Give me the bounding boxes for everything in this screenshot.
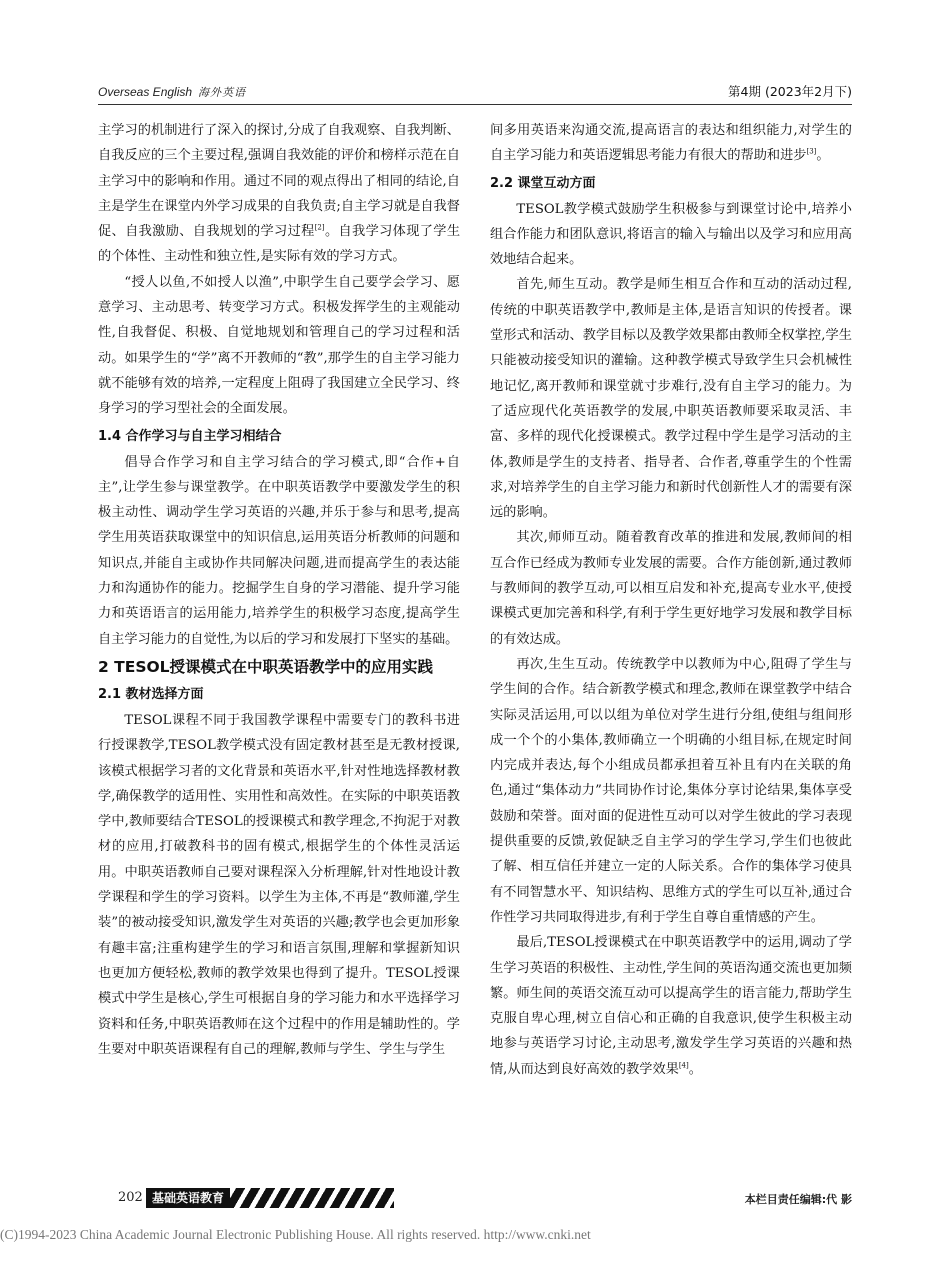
paragraph: “授人以鱼,不如授人以渔”,中职学生自己要学会学习、愿意学习、主动思考、转变学习方式。积极发挥学生的主观能动性,自我督促、积极、自觉地规划和管理自己的学习过程和活动。如果学生的“学”离不开教师的“教”,那学生的自主学习能力就不能够有效的培养,一定程度上阻碍了我国建立全民学习、终身学习的学习型社会的全面发展。: [98, 274, 460, 417]
journal-name-en: Overseas English: [98, 85, 193, 99]
paragraph: 倡导合作学习和自主学习结合的学习模式,即“合作+自主”,让学生参与课堂教学。在中职英语教学中要激发学生的积极主动性、调动学生学习英语的兴趣,并乐于参与和思考,提高学生用英语获取课堂中的知识信息,运用英语分析教师的问题和知识点,并能自主或协作共同解决问题,进而提高学生的表达能力和沟通协作的能力。挖掘学生自身的学习潜能、提升学习能力和英语语言的运用能力,培养学生的积极学习态度,提高学生自主学习能力的自觉性,为以后的学习和发展打下坚实的基础。: [98, 454, 460, 647]
paragraph: 再次,生生互动。传统教学中以教师为中心,阻碍了学生与学生间的合作。结合新教学模式和理念,教师在课堂教学中结合实际灵活运用,可以以组为单位对学生进行分组,使组与组间形成一个个的小集体,教师确立一个明确的小组目标,在规定时间内完成并表达,每个小组成员都承担着互补且有内在关联的角色,通过“集体动力”共同协作讨论,集体分享讨论结果,集体享受鼓励和荣誉。面对面的促进性互动可以对学生彼此的学习表现提供重要的反馈,敦促缺乏自主学习的学生学习,学生们也彼此了解、相互信任并建立一定的人际关系。合作的集体学习使具有不同智慧水平、知识结构、思维方式的学生可以互补,通过合作性学习共同取得进步,有利于学生自尊自重情感的产生。: [490, 656, 852, 925]
left-column: [98, 118, 460, 1062]
footer-stripe-band: [146, 1188, 394, 1208]
journal-badge: 基础英语教育: [146, 1188, 230, 1208]
running-header: [98, 80, 852, 102]
header-rule: [98, 104, 852, 105]
copyright-notice: (C)1994-2023 China Academic Journal Electronic Publishing House. All rights reserved. http://www.cnki.net: [0, 1227, 591, 1242]
column-editor: 本栏目责任编辑:代 影: [744, 1193, 852, 1206]
section-heading-2-1: 2.1 教材选择方面: [98, 686, 204, 702]
section-heading-1-4: 1.4 合作学习与自主学习相结合: [98, 428, 282, 444]
paragraph: 间多用英语来沟通交流,提高语言的表达和组织能力,对学生的自主学习能力和英语逻辑思考能力有很大的帮助和进步[3]。: [490, 123, 852, 164]
paragraph: 主学习的机制进行了深入的探讨,分成了自我观察、自我判断、自我反应的三个主要过程,强调自我效能的评价和榜样示范在自主学习中的影响和作用。通过不同的观点得出了相同的结论,自主是学生在课堂内外学习成果的自我负责;自主学习就是自我督促、自我激励、自我规划的学习过程[2]。自我学习体现了学生的个体性、主动性和独立性,是实际有效的学习方式。: [98, 123, 461, 265]
right-column: [490, 118, 852, 1082]
journal-name: [98, 84, 246, 100]
citation[interactable]: [4]: [678, 1061, 689, 1070]
citation[interactable]: [3]: [806, 147, 817, 156]
paragraph: 其次,师师互动。随着教育改革的推进和发展,教师间的相互合作已经成为教师专业发展的需要。合作方能创新,通过教师与教师间的教学互动,可以相互启发和补充,提高专业水平,使授课模式更加完善和科学,有利于学生更好地学习发展和教学目标的有效达成。: [490, 530, 852, 647]
page-number: 202: [118, 1190, 143, 1205]
section-heading-2-2: 2.2 课堂互动方面: [490, 175, 596, 191]
paragraph: TESOL课程不同于我国教学课程中需要专门的教科书进行授课教学,TESOL教学模式没有固定教材甚至是无教材授课,该模式根据学习者的文化背景和英语水平,针对性地选择教材教学,确保教学的适用性、实用性和高效性。在实际的中职英语教学中,教师要结合TESOL的授课模式和教学理念,不拘泥于对教材的应用,打破教科书的固有模式,根据学生的个体性灵活运用。中职英语教师自己要对课程深入分析理解,针对性地设计教学课程和学生的学习资料。以学生为主体,不再是“教师灌,学生装”的被动接受知识,激发学生对英语的兴趣;教学也会更加形象有趣丰富;注重构建学生的学习和语言氛围,理解和掌握新知识也更加方便轻松,教师的教学效果也得到了提升。TESOL授课模式中学生是核心,学生可根据自身的学习能力和水平选择学习资料和任务,中职英语教师在这个过程中的作用是辅助性的。学生要对中职英语课程有自己的理解,教师与学生、学生与学生: [98, 712, 460, 1057]
section-heading-2: 2 TESOL授课模式在中职英语教学中的应用实践: [98, 657, 434, 676]
issue-info: 第4期 (2023年2月下): [728, 84, 852, 99]
page-footer: [98, 1188, 852, 1212]
paragraph: 最后,TESOL授课模式在中职英语教学中的运用,调动了学生学习英语的积极性、主动性,学生间的英语沟通交流也更加频繁。师生间的英语交流互动可以提高学生的语言能力,帮助学生克服自卑心理,树立自信心和正确的自我意识,使学生积极主动地参与英语学习讨论,主动思考,激发学生学习英语的兴趣和热情,从而达到良好高效的教学效果[4]。: [490, 935, 852, 1077]
paragraph: 首先,师生互动。教学是师生相互合作和互动的活动过程,传统的中职英语教学中,教师是主体,是语言知识的传授者。课堂形式和活动、教学目标以及教学效果都由教师全权掌控,学生只能被动接受知识的灌输。这种教学模式导致学生只会机械性地记忆,离开教师和课堂就寸步难行,没有自主学习的能力。为了适应现代化英语教学的发展,中职英语教师要采取灵活、丰富、多样的现代化授课模式。教学过程中学生是学习活动的主体,教师是学生的支持者、指导者、合作者,尊重学生的个性需求,对培养学生的自主学习能力和新时代创新性人才的需要有深远的影响。: [490, 277, 852, 521]
paragraph: TESOL教学模式鼓励学生积极参与到课堂讨论中,培养小组合作能力和团队意识,将语言的输入与输出以及学习和应用高效地结合起来。: [490, 201, 852, 268]
journal-name-cn: 海外英语: [198, 86, 247, 99]
citation[interactable]: [2]: [314, 223, 325, 232]
